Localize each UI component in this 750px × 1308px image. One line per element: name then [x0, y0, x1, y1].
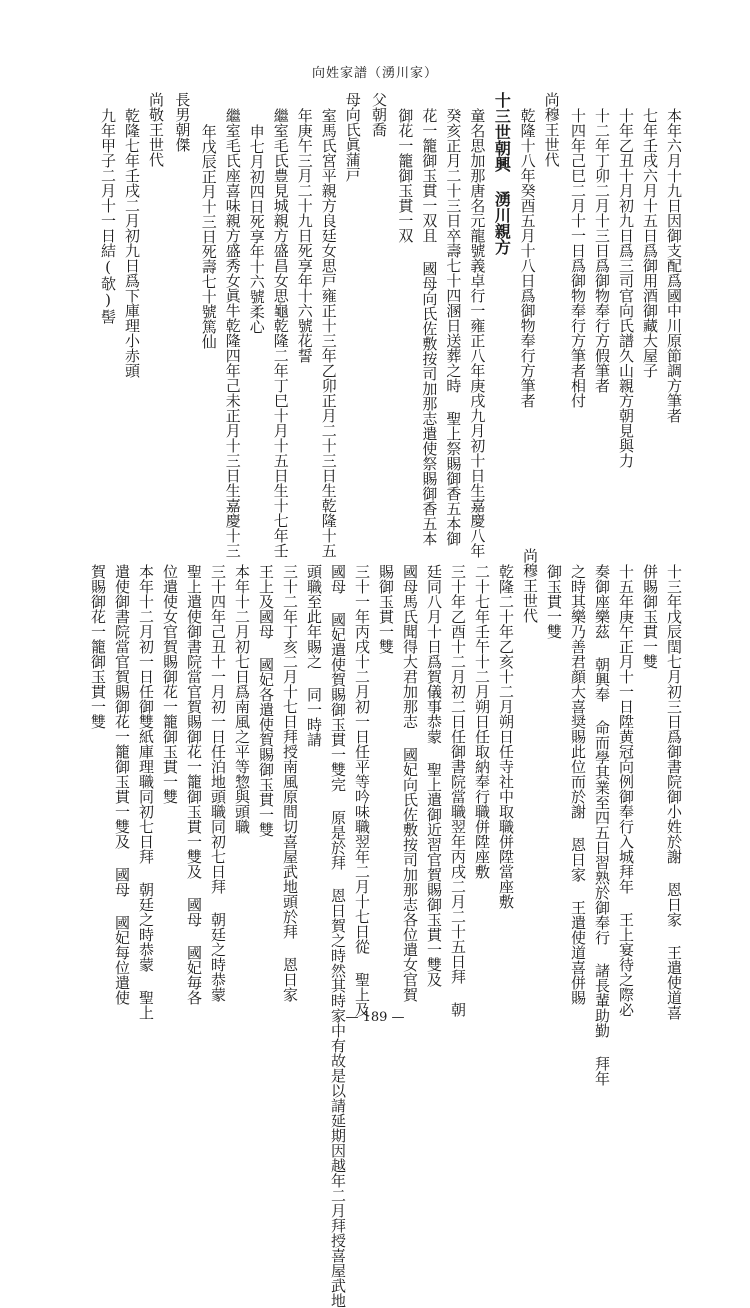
column-gap [168, 92, 170, 542]
text-column: 尚敬王世代 [147, 92, 166, 167]
text-column: 國母馬氏聞得大君加那志 國妃向氏佐敷按司加那志各位遣女官賀 [401, 564, 419, 1002]
text-column: 母向氏眞蒲戸 [343, 92, 362, 182]
column-gap [391, 92, 393, 542]
text-column: 七年壬戌六月十五日爲御用酒御藏大屋子 [641, 108, 659, 378]
text-column: 奏御座樂茲 朝興奉 命而學其業至四五日習熟於御奉行 諸長輩助勤 拜年 [593, 564, 611, 1086]
text-column: 花一籠御玉貫一双且 國母向氏佐敷按司加那志遣使祭賜御香五本 [420, 108, 439, 546]
text-column: 十四年己巳二月十一日爲御物奉行方筆者相付 [569, 108, 587, 408]
text-column: 賀賜御花一籠御玉貫一雙 [89, 564, 107, 729]
text-column: 年戊辰正月十三日死壽七十號篤仙 [199, 124, 218, 349]
page-number: — 189 — [345, 1010, 405, 1025]
text-column: 十二年丁卯二月十三日爲御物奉行方假筆者 [593, 108, 611, 393]
upper-text-block [96, 92, 686, 558]
text-column: 乾隆十八年癸酉五月十八日爲御物奉行方筆者 [518, 108, 537, 408]
text-column: 賜御玉貫一雙 [377, 564, 395, 654]
text-column: 頭職至此年賜之 同一時請 [305, 564, 323, 747]
column-gap [513, 92, 515, 542]
text-column: 繼室毛氏豊見城親方盛昌女思龜乾隆二年丁巳十月十五日生十七年壬 [271, 108, 290, 558]
text-column: 三十年乙酉十二月初二日任御書院當職翌年丙戌二月二十五日拜 朝 [449, 564, 467, 1017]
text-column: 國母 國妃遣使賀賜御玉貫一雙完 原是於拜 恩日賀之時然其時家中有故是以請延期因越年二月拜授喜屋武地 [329, 564, 347, 1308]
text-column: 本年六月十九日因御支配爲國中川原節調方筆者 [665, 108, 683, 423]
text-column: 三十四年己丑十一月初一日任泊地頭職同初七日拜 朝廷之時恭蒙 [209, 564, 227, 1002]
text-column: 本年十二月初一日任御雙紙庫理職同初七日拜 朝廷之時恭蒙 聖上 [137, 564, 155, 1020]
text-column: 位遣使女官賀賜御花一籠御玉貫一雙 [161, 564, 179, 804]
running-header: 向姓家譜（湧川家） [311, 66, 438, 81]
text-column: 十年乙丑十月初九日爲三司官向氏譜久山親方朝見與力 [617, 108, 635, 468]
column-gap [194, 92, 196, 542]
text-column: 廷同八月十日爲賀儀事恭蒙 聖上遣御近習官賀賜御玉貫一雙及 [425, 564, 443, 987]
text-column: 癸亥正月二十三日卒壽七十四溷日送葬之時 聖上祭賜御香五本御 [444, 108, 463, 546]
text-column: 二十七年壬午十二月朔日任取納奉行職併陞座敷 [473, 564, 491, 879]
text-column: 御玉貫一雙 [545, 564, 563, 639]
column-gap [365, 92, 367, 542]
text-column: 遣使御書院當官賀賜御花一籠御玉貫一雙及 國母 國妃每位遣使 [113, 564, 131, 1005]
generation-heading: 十三世朝興 湧川親方 [492, 92, 512, 255]
text-column: 尚穆王世代 [521, 548, 539, 623]
text-column: 申七月初四日死享年十六號柔心 [247, 124, 266, 334]
text-column: 王上及國母 國妃各遣使賀賜御玉貫一雙 [257, 564, 275, 837]
text-column: 本年十二月初七日爲南風之平等惣與頭職 [233, 564, 251, 834]
text-column: 尚穆王世代 [542, 92, 561, 167]
text-column: 十三年戊辰閏七月初三日爲御書院御小姓於謝 恩日家 王遣使道喜 [665, 564, 683, 1020]
text-column: 乾隆二十年乙亥十二月朔日任寺社中取職併陞當座敷 [497, 564, 515, 909]
text-column: 乾隆七年壬戌二月初九日爲下庫理小赤頭 [123, 108, 142, 378]
text-column: 三十一年丙戌十二月初一日任平等吟味職翌年二月十七日從 聖上及 [353, 564, 371, 1017]
text-column: 童名思加那唐名元龍號義卓行一雍正八年庚戌九月初十日生嘉慶八年 [468, 108, 487, 558]
text-column: 室馬氏宮平親方良廷女思戸雍正十三年乙卯正月二十三日生乾隆十五 [319, 108, 338, 558]
text-column: 九年甲子二月十一日結(欹)髻 [99, 108, 118, 324]
text-column: 繼室毛氏座喜味親方盛秀女眞牛乾隆四年己未正月十三日生嘉慶十三 [223, 108, 242, 558]
text-column: 聖上遣使御書院當官賀賜御花一籠御玉貫一雙及 國母 國妃毎各 [185, 564, 203, 1005]
text-column: 三十二年丁亥二月十七日拜授南風原間切喜屋武地頭於拜 恩日家 [281, 564, 299, 1002]
text-column: 年庚午三月二十九日死享年十六號花誓 [295, 108, 314, 363]
text-column: 十五年庚午正月十一日陞黄冠向例御奉行入城拜年 王上宴待之際必 [617, 564, 635, 1017]
text-column: 併賜御玉貫一雙 [641, 564, 659, 669]
text-column: 之時其樂乃善君顔大喜奨賜此位而於謝 恩日家 王遣使道喜併賜 [569, 564, 587, 1005]
column-gap [564, 92, 566, 542]
text-column: 父朝喬 [370, 92, 389, 137]
text-column: 御花一籠御玉貫一双 [396, 108, 415, 243]
text-column: 長男朝傑 [173, 92, 192, 152]
